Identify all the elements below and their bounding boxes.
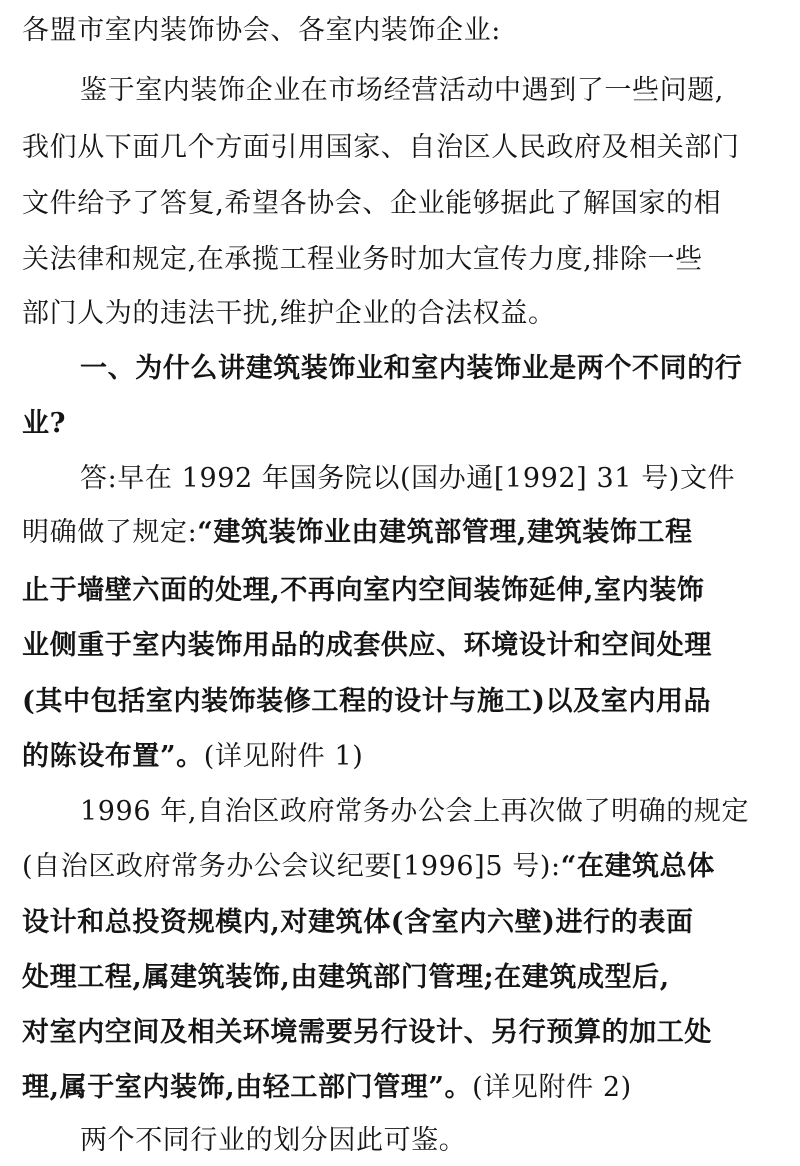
para2-quote-end: 理,属于室内装饰,由轻工部门管理”。 bbox=[22, 1072, 473, 1103]
answer-line-2-plain: 明确做了规定: bbox=[22, 517, 198, 548]
section-heading-line-1: 一、为什么讲建筑装饰业和室内装饰业是两个不同的行 bbox=[80, 353, 743, 384]
para2-line-1: 1996 年,自治区政府常务办公会上再次做了明确的规定 bbox=[80, 796, 750, 827]
answer-line-3: 止于墙壁六面的处理,不再向室内空间装饰延伸,室内装饰 bbox=[22, 575, 705, 606]
intro-line-2: 我们从下面几个方面引用国家、自治区人民政府及相关部门 bbox=[22, 132, 740, 163]
answer-line-6 bbox=[22, 740, 363, 774]
conclusion: 两个不同行业的划分因此可鉴。 bbox=[80, 1125, 467, 1156]
para2-line-2 bbox=[22, 850, 715, 884]
answer-line-5: (其中包括室内装饰装修工程的设计与施工)以及室内用品 bbox=[22, 686, 712, 717]
intro-line-3: 文件给予了答复,希望各协会、企业能够据此了解国家的相 bbox=[22, 188, 722, 219]
para2-line-6 bbox=[22, 1071, 632, 1105]
para2-line-3: 设计和总投资规模内,对建筑体(含室内六壁)进行的表面 bbox=[22, 907, 694, 938]
para2-line-5: 对室内空间及相关环境需要另行设计、另行预算的加工处 bbox=[22, 1017, 712, 1048]
attachment-2-ref: (详见附件 2) bbox=[472, 1072, 632, 1103]
answer-line-1: 答:早在 1992 年国务院以(国办通[1992] 31 号)文件 bbox=[80, 463, 736, 494]
intro-line-4: 关法律和规定,在承揽工程业务时加大宣传力度,排除一些 bbox=[22, 244, 703, 275]
intro-line-5: 部门人为的违法干扰,维护企业的合法权益。 bbox=[22, 298, 556, 329]
para2-quote-start: “在建筑总体 bbox=[560, 851, 715, 882]
para2-line-4: 处理工程,属建筑装饰,由建筑部门管理;在建筑成型后, bbox=[22, 962, 670, 993]
salutation: 各盟市室内装饰协会、各室内装饰企业: bbox=[22, 15, 501, 46]
answer-quote-end: 的陈设布置”。 bbox=[22, 741, 204, 772]
section-heading-line-2: 业? bbox=[22, 408, 67, 439]
answer-line-2 bbox=[22, 516, 693, 550]
intro-line-1: 鉴于室内装饰企业在市场经营活动中遇到了一些问题, bbox=[80, 75, 724, 106]
answer-line-4: 业侧重于室内装饰用品的成套供应、环境设计和空间处理 bbox=[22, 630, 712, 661]
answer-quote-start: “建筑装饰业由建筑部管理,建筑装饰工程 bbox=[197, 517, 693, 548]
attachment-1-ref: (详见附件 1) bbox=[203, 741, 364, 772]
para2-line-2-plain: (自治区政府常务办公会议纪要[1996]5 号): bbox=[22, 851, 561, 882]
